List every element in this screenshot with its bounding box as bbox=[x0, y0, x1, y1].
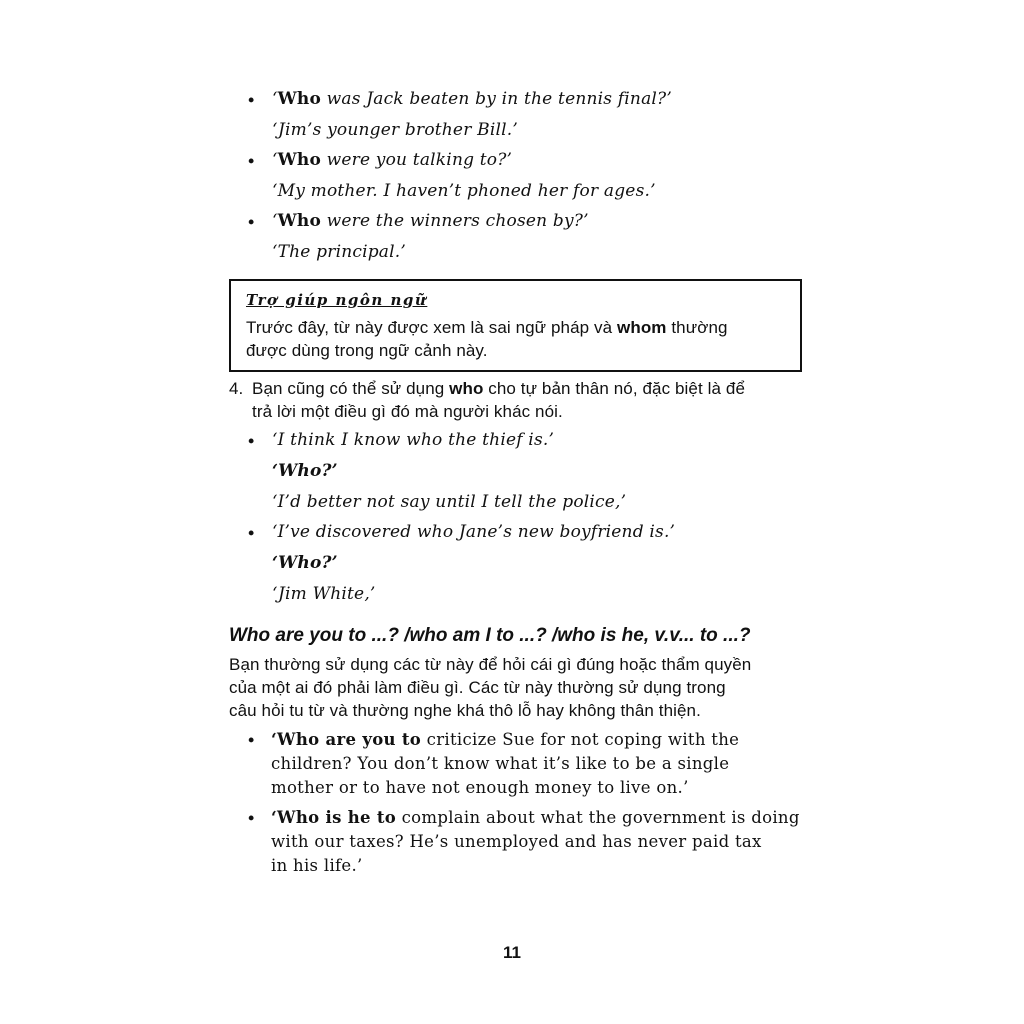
who-keyword: Who bbox=[277, 211, 321, 231]
example-line: in his life.’ bbox=[271, 856, 363, 875]
bullet-marker: • bbox=[248, 730, 255, 750]
example-reply: ‘Who?’ bbox=[272, 461, 338, 481]
example-line bbox=[271, 730, 739, 749]
whom-keyword: whom bbox=[617, 318, 667, 337]
section-text bbox=[252, 379, 745, 399]
bullet-marker: • bbox=[248, 808, 255, 828]
quote-mark: ‘ bbox=[271, 730, 278, 749]
example-line: children? You don’t know what it’s like to be a single bbox=[271, 754, 730, 773]
page-number: 11 bbox=[503, 943, 521, 962]
help-text: thường bbox=[666, 318, 728, 337]
language-help-line bbox=[246, 318, 728, 338]
example-line bbox=[271, 808, 800, 827]
question-text: were you talking to?’ bbox=[321, 150, 513, 170]
paragraph-line: câu hỏi tu từ và thường nghe khá thô lỗ hay không thân thiện. bbox=[229, 701, 701, 720]
example-question bbox=[272, 211, 589, 231]
section-text-part: cho tự bản thân nó, đặc biệt là để bbox=[483, 379, 746, 398]
bullet-marker: • bbox=[248, 212, 255, 232]
example-line: ‘Jim White,’ bbox=[272, 584, 376, 604]
example-answer: ‘My mother. I haven’t phoned her for ages.’ bbox=[272, 181, 656, 201]
example-line: mother or to have not enough money to live on.’ bbox=[271, 778, 689, 797]
example-answer: ‘Jim’s younger brother Bill.’ bbox=[272, 120, 518, 140]
quote-mark: ‘ bbox=[272, 150, 278, 170]
quote-mark: ‘ bbox=[271, 808, 278, 827]
section-heading: Who are you to ...? /who am I to ...? /who is he, v.v... to ...? bbox=[229, 625, 751, 646]
phrase-keyword: Who is he to bbox=[277, 808, 397, 827]
example-question bbox=[272, 150, 512, 170]
language-help-title: Trợ giúp ngôn ngữ bbox=[246, 291, 428, 309]
bullet-marker: • bbox=[248, 90, 255, 110]
example-text: criticize Sue for not coping with the bbox=[421, 730, 740, 749]
question-text: was Jack beaten by in the tennis final?’ bbox=[321, 89, 672, 109]
who-keyword: who bbox=[449, 379, 484, 398]
example-line: ‘I think I know who the thief is.’ bbox=[272, 430, 555, 450]
bullet-marker: • bbox=[248, 431, 255, 451]
bullet-marker: • bbox=[248, 523, 255, 543]
help-text: Trước đây, từ này được xem là sai ngữ pháp và bbox=[246, 318, 618, 337]
section-number: 4. bbox=[229, 379, 244, 398]
paragraph-line: của một ai đó phải làm điều gì. Các từ này thường sử dụng trong bbox=[229, 678, 726, 697]
paragraph-line: Bạn thường sử dụng các từ này để hỏi cái gì đúng hoặc thẩm quyền bbox=[229, 655, 752, 674]
section-text-part: Bạn cũng có thể sử dụng bbox=[252, 379, 450, 398]
who-keyword: Who bbox=[277, 150, 321, 170]
example-reply: ‘Who?’ bbox=[272, 553, 338, 573]
example-answer: ‘The principal.’ bbox=[272, 242, 406, 262]
example-question bbox=[272, 89, 672, 109]
example-line: ‘I’d better not say until I tell the police,’ bbox=[272, 492, 627, 512]
example-line: with our taxes? He’s unemployed and has never paid tax bbox=[271, 832, 762, 851]
bullet-marker: • bbox=[248, 151, 255, 171]
example-text: complain about what the government is doing bbox=[396, 808, 800, 827]
phrase-keyword: Who are you to bbox=[277, 730, 422, 749]
quote-mark: ‘ bbox=[272, 89, 278, 109]
question-text: were the winners chosen by?’ bbox=[321, 211, 589, 231]
language-help-line: được dùng trong ngữ cảnh này. bbox=[246, 341, 488, 360]
section-text: trả lời một điều gì đó mà người khác nói. bbox=[252, 402, 563, 421]
who-keyword: Who bbox=[277, 89, 321, 109]
quote-mark: ‘ bbox=[272, 211, 278, 231]
example-line: ‘I’ve discovered who Jane’s new boyfriend is.’ bbox=[272, 522, 676, 542]
